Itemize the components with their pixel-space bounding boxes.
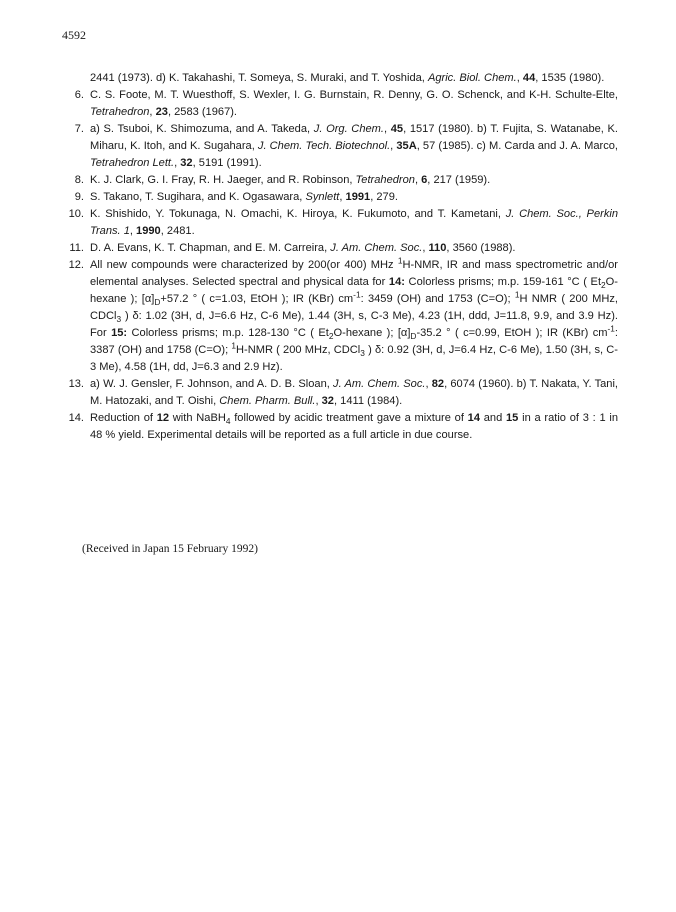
reference-text-segment: 4 xyxy=(225,416,231,427)
reference-text-segment: 15: xyxy=(111,327,128,339)
reference-text-segment: 3 xyxy=(360,348,365,359)
reference-text-segment: 12 xyxy=(156,412,170,424)
reference-text-segment: with NaBH xyxy=(169,412,226,424)
reference-number: 14. xyxy=(68,412,84,424)
reference-text xyxy=(90,376,618,410)
reference-text xyxy=(90,410,618,444)
reference-number: 10. xyxy=(68,208,84,220)
reference-text-segment: Chem. Pharm. Bull. xyxy=(219,395,316,407)
reference-text-segment: followed by acidic treatment gave a mixture of xyxy=(230,412,468,424)
reference-number: 11. xyxy=(69,242,84,254)
reference-text-segment: 14: xyxy=(388,276,405,288)
reference-text-segment: H NMR ( 200 MHz, CDCl xyxy=(90,293,618,322)
reference-text-segment: 45 xyxy=(390,123,404,135)
reference-item xyxy=(62,240,618,257)
reference-text-segment: a) W. J. Gensler, F. Johnson, and A. D. B. Sloan, xyxy=(90,378,334,390)
reference-text-segment: Agric. Biol. Chem. xyxy=(427,72,517,84)
reference-number: 7. xyxy=(74,123,84,135)
reference-text-segment: 1 xyxy=(514,289,520,300)
reference-text-segment: H-NMR ( 200 MHz, CDCl xyxy=(236,344,361,356)
reference-number: 12. xyxy=(68,259,84,271)
reference-text-segment: , 1411 (1984). xyxy=(333,395,403,407)
reference-text-segment: D xyxy=(154,297,161,308)
reference-text xyxy=(90,189,618,206)
reference-text-segment: 2441 (1973). d) K. Takahashi, T. Someya, S. Muraki, and T. Yoshida, xyxy=(90,72,428,84)
reference-text-segment: , 2583 (1967). xyxy=(167,106,238,118)
reference-item xyxy=(62,87,618,121)
reference-text-segment: , xyxy=(390,140,397,152)
reference-text-segment: 32 xyxy=(180,157,193,169)
reference-text-segment: , 5191 (1991). xyxy=(192,157,262,169)
reference-text-segment: -35.2 ° ( c=0.99, EtOH ); IR (KBr) cm xyxy=(416,327,608,339)
reference-text-segment: 1 xyxy=(231,340,236,351)
reference-text-segment: 2 xyxy=(601,280,606,291)
reference-text-segment: K. J. Clark, G. I. Fray, R. H. Jaeger, and R. Robinson, xyxy=(90,174,356,186)
reference-text-segment: Synlett xyxy=(305,191,340,203)
reference-text-segment: O-hexane ); [α] xyxy=(333,327,411,339)
reference-item xyxy=(62,70,618,87)
reference-text-segment: : 3387 (OH) and 1758 (C=O); xyxy=(90,327,618,356)
reference-number: 6. xyxy=(74,89,84,101)
reference-item xyxy=(62,410,618,444)
reference-text-segment: J. Org. Chem. xyxy=(313,123,384,135)
reference-text-segment: , xyxy=(384,123,391,135)
reference-text-segment: 110 xyxy=(428,242,447,254)
reference-text-segment: , xyxy=(174,157,181,169)
reference-text-segment: H-NMR, IR and mass spectrometric and/or elemental analyses. Selected spectral and physical data for xyxy=(90,259,619,288)
reference-text-segment: 23 xyxy=(155,106,168,118)
reference-text xyxy=(90,172,618,189)
reference-number: 8. xyxy=(74,174,84,186)
reference-text-segment: , xyxy=(315,395,322,407)
reference-text-segment: ) δ: 0.92 (3H, d, J=6.4 Hz, C-6 Me), 1.50 (3H, s, C-3 Me), 4.58 (1H, dd, J=6.3 and 2.9 Hz). xyxy=(90,344,618,373)
reference-text-segment: , 217 (1959). xyxy=(427,174,491,186)
reference-text-segment: and xyxy=(480,412,507,424)
reference-number: 9. xyxy=(74,191,84,203)
reference-text-segment: -1 xyxy=(353,289,361,300)
reference-text xyxy=(90,70,618,87)
reference-text-segment: Tetrahedron Lett. xyxy=(90,157,175,169)
reference-text-segment: a) S. Tsuboi, K. Shimozuma, and A. Takeda, xyxy=(90,123,314,135)
reference-text-segment: J. Am. Chem. Soc. xyxy=(333,378,426,390)
reference-text-segment: in a ratio of 3 : 1 in 48 % yield. Experimental details will be reported as a full article in due course. xyxy=(90,412,618,441)
reference-item xyxy=(62,376,618,410)
reference-text-segment: 32 xyxy=(321,395,334,407)
reference-text-segment: , 279. xyxy=(370,191,398,203)
reference-item xyxy=(62,189,618,206)
reference-text xyxy=(90,206,618,240)
reference-text-segment: 35A xyxy=(396,140,417,152)
reference-text-segment: , 1517 (1980). b) T. Fujita, S. Watanabe, K. Miharu, K. Itoh, and K. Sugahara, xyxy=(90,123,619,152)
reference-text-segment: , xyxy=(425,378,432,390)
reference-text-segment: J. Chem. Soc., Perkin Trans. 1 xyxy=(90,208,619,237)
reference-text-segment: 14 xyxy=(467,412,481,424)
reference-text xyxy=(90,121,618,172)
reference-text-segment: Reduction of xyxy=(90,412,157,424)
reference-text-segment: 44 xyxy=(522,72,536,84)
reference-text-segment: -1 xyxy=(607,323,615,334)
reference-text-segment: Colorless prisms; m.p. 128-130 °C ( Et xyxy=(127,327,329,339)
reference-text-segment: Colorless prisms; m.p. 159-161 °C ( Et xyxy=(404,276,602,288)
reference-text-segment: , 57 (1985). c) M. Carda and J. A. Marco, xyxy=(416,140,618,152)
reference-text-segment: C. S. Foote, M. T. Wuesthoff, S. Wexler, I. G. Burnstain, R. Denny, G. O. Schenck, and K-H. Schulte-Elte, xyxy=(90,89,618,101)
reference-item xyxy=(62,121,618,172)
reference-text-segment: D xyxy=(410,331,417,342)
reference-text-segment: , xyxy=(414,174,422,186)
reference-text-segment: , xyxy=(129,225,137,237)
received-note: (Received in Japan 15 February 1992) xyxy=(82,543,258,555)
reference-text-segment: , 6074 (1960). b) T. Nakata, Y. Tani, M. Hatozaki, and T. Oishi, xyxy=(90,378,619,407)
reference-text-segment: , xyxy=(516,72,523,84)
reference-number: 13. xyxy=(68,378,84,390)
reference-text-segment: , 2481. xyxy=(160,225,195,237)
reference-text-segment: , xyxy=(339,191,346,203)
reference-item xyxy=(62,206,618,240)
reference-text-segment: 82 xyxy=(431,378,445,390)
reference-text-segment: O-hexane ); [α] xyxy=(90,276,618,305)
reference-text-segment: +57.2 ° ( c=1.03, EtOH ); IR (KBr) cm xyxy=(160,293,354,305)
reference-list xyxy=(62,70,618,444)
page-number: 4592 xyxy=(62,28,86,42)
reference-text-segment: Tetrahedron xyxy=(90,106,150,118)
reference-text-segment: 3 xyxy=(116,314,122,325)
reference-text-segment: , 1535 (1980). xyxy=(535,72,605,84)
reference-text-segment: All new compounds were characterized by 200(or 400) MHz xyxy=(90,259,398,271)
reference-text-segment: 1991 xyxy=(345,191,371,203)
reference-text-segment: : 3459 (OH) and 1753 (C=O); xyxy=(360,293,515,305)
reference-text xyxy=(90,257,618,376)
reference-text-segment: J. Am. Chem. Soc. xyxy=(330,242,423,254)
reference-text-segment: 1990 xyxy=(136,225,161,237)
reference-text-segment: Tetrahedron xyxy=(355,174,415,186)
reference-item xyxy=(62,257,618,376)
reference-text-segment: K. Shishido, Y. Tokunaga, N. Omachi, K. Hiroya, K. Fukumoto, and T. Kametani, xyxy=(90,208,506,220)
reference-text-segment: ) δ: 1.02 (3H, d, J=6.6 Hz, C-6 Me), 1.44 (3H, s, C-3 Me), 4.23 (1H, ddd, J=11.8, 9.9, and 3.9 Hz). For xyxy=(90,310,618,339)
reference-text xyxy=(90,87,618,121)
reference-text-segment: S. Takano, T. Sugihara, and K. Ogasawara, xyxy=(90,191,306,203)
reference-item xyxy=(62,172,618,189)
reference-text-segment: 2 xyxy=(328,331,334,342)
reference-text xyxy=(90,240,618,257)
reference-text-segment: J. Chem. Tech. Biotechnol. xyxy=(257,140,391,152)
reference-text-segment: 15 xyxy=(506,412,519,424)
reference-text-segment: D. A. Evans, K. T. Chapman, and E. M. Carreira, xyxy=(90,242,331,254)
reference-text-segment: 1 xyxy=(397,255,403,266)
reference-text-segment: 6 xyxy=(421,174,428,186)
reference-text-segment: , xyxy=(149,106,156,118)
reference-text-segment: , 3560 (1988). xyxy=(446,242,516,254)
reference-text-segment: , xyxy=(422,242,429,254)
